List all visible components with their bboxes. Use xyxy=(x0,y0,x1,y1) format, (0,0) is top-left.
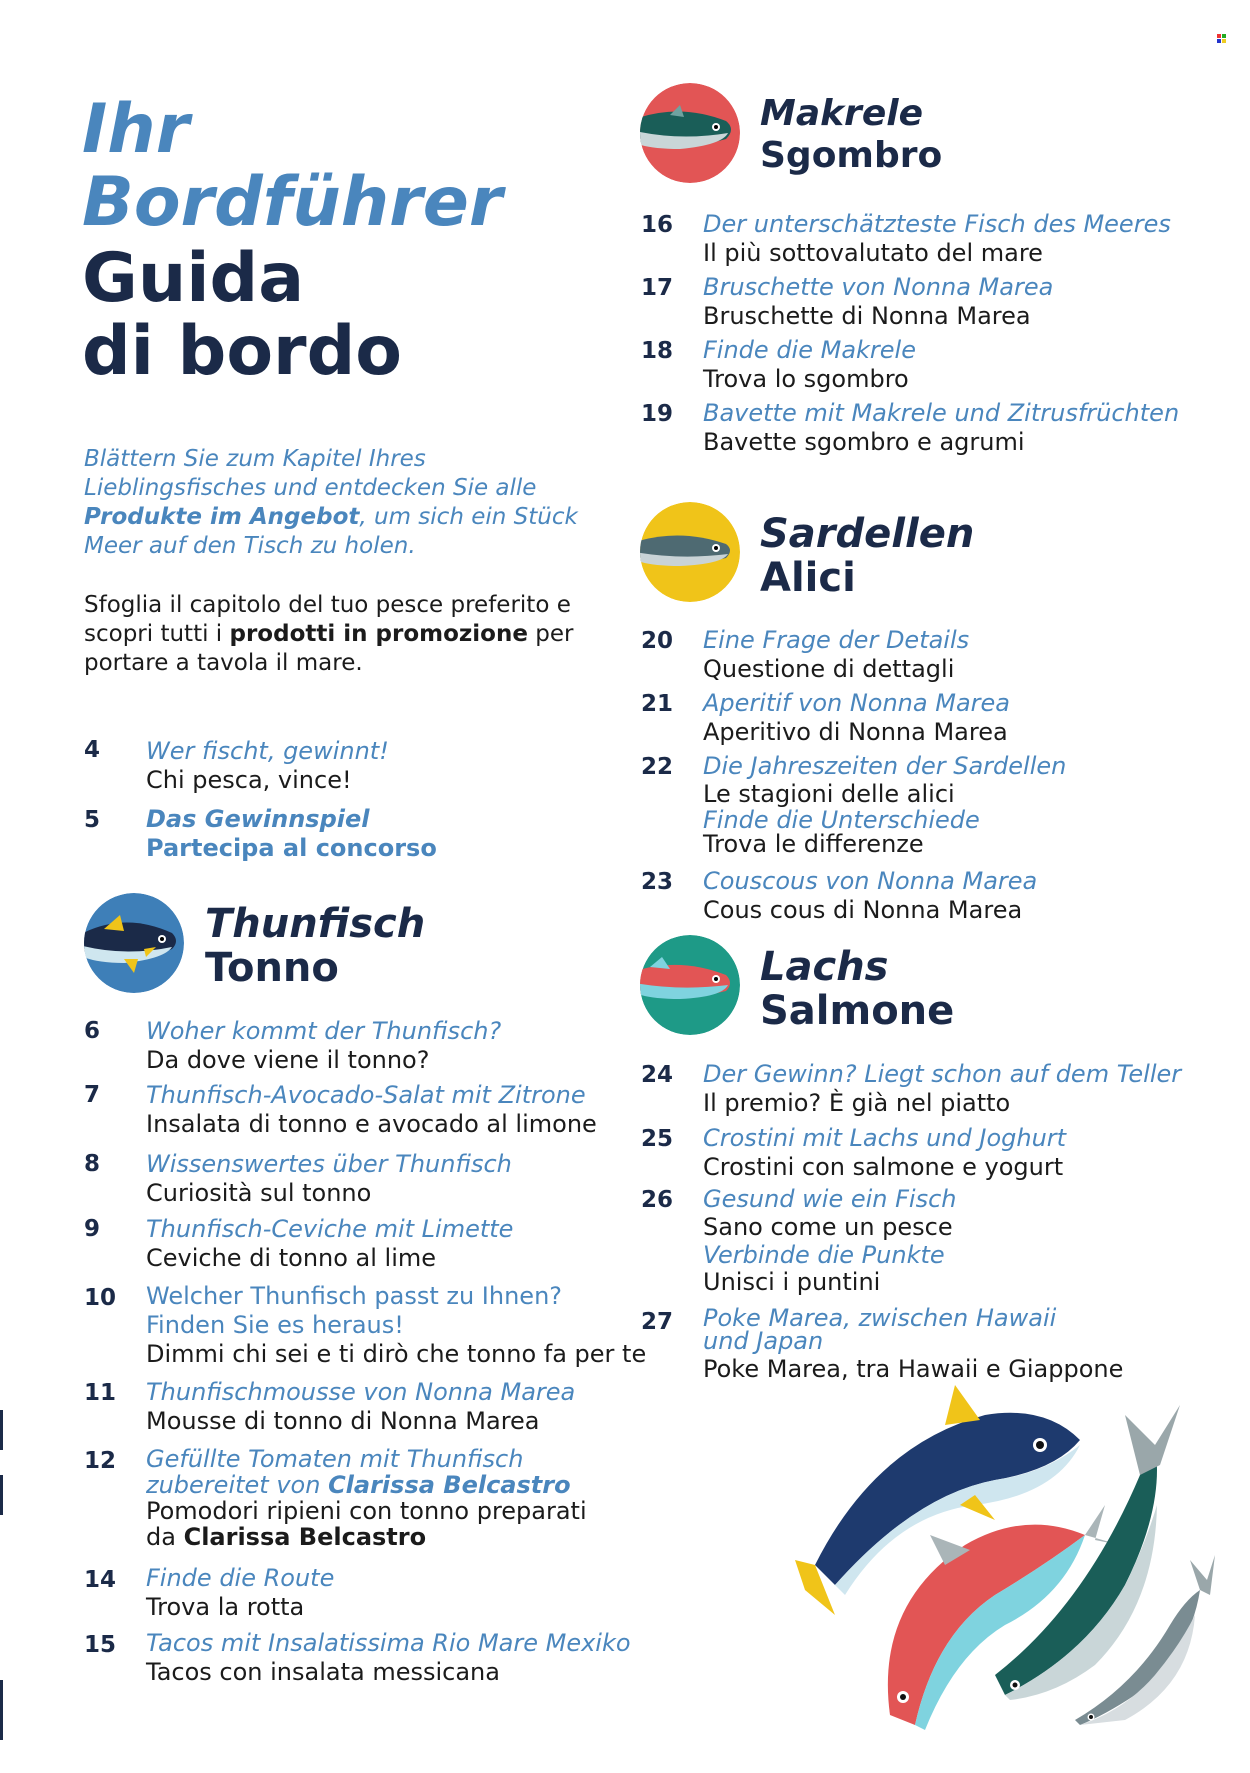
entry-de: Bruschette von Nonna Marea xyxy=(703,273,1054,301)
toc-entry-contest[interactable] xyxy=(146,805,437,863)
entry-it: Il premio? È già nel piatto xyxy=(703,1089,1011,1117)
entry-de-author: Clarissa Belcastro xyxy=(328,1471,571,1499)
toc-entry[interactable] xyxy=(703,867,1037,925)
entry-de: Thunfisch-Avocado-Salat mit Zitrone xyxy=(146,1081,586,1109)
title-it-line2: di bordo xyxy=(82,312,402,391)
entry-number: 25 xyxy=(641,1126,674,1152)
toc-entry[interactable] xyxy=(703,1060,1181,1118)
intro-de-part2: , um sich ein Stück Meer auf den Tisch zu holen. xyxy=(84,504,578,559)
entry-de: Eine Frage der Details xyxy=(703,626,970,654)
entry-it-line2: Trova le differenze xyxy=(703,830,924,858)
toc-entry[interactable] xyxy=(703,210,1171,268)
entry-it: Ceviche di tonno al lime xyxy=(146,1244,437,1272)
page-title xyxy=(82,90,503,391)
entry-number: 4 xyxy=(84,737,101,763)
entry-it-author: Clarissa Belcastro xyxy=(183,1523,427,1551)
entry-it-line2: da xyxy=(146,1523,184,1551)
anchovy-badge xyxy=(640,502,740,602)
intro-it-part1: Sfoglia il capitolo del tuo pesce preferito e scopri tutti i xyxy=(84,592,571,647)
toc-entry[interactable] xyxy=(146,1150,512,1208)
intro-it-bold: prodotti in promozione xyxy=(229,621,528,647)
title-it-line1: Guida xyxy=(82,239,305,318)
toc-entry[interactable] xyxy=(703,626,969,684)
entry-de: Finde die Route xyxy=(146,1564,335,1592)
entry-de: Crostini mit Lachs und Joghurt xyxy=(703,1124,1067,1152)
intro-de-bold: Produkte im Angebot xyxy=(84,504,360,530)
entry-number: 11 xyxy=(84,1380,117,1406)
toc-entry[interactable] xyxy=(146,1378,575,1436)
entry-de: Gesund wie ein Fisch xyxy=(703,1185,957,1213)
entry-de: Welcher Thunfisch passt zu Ihnen? xyxy=(146,1282,563,1310)
entry-number: 9 xyxy=(84,1216,101,1242)
entry-number: 8 xyxy=(84,1151,101,1177)
entry-it-line2: Unisci i puntini xyxy=(703,1268,881,1296)
entry-number: 20 xyxy=(641,628,674,654)
salmon-badge xyxy=(640,935,740,1035)
toc-entry[interactable] xyxy=(146,1564,334,1622)
anchovy-fish-icon xyxy=(640,502,740,602)
entry-de: Finde die Makrele xyxy=(703,336,916,364)
section-title-de: Thunfisch xyxy=(205,901,426,947)
entry-it: Dimmi chi sei e ti dirò che tonno fa per te xyxy=(146,1340,647,1368)
toc-entry[interactable] xyxy=(146,737,389,795)
toc-entry[interactable] xyxy=(146,1446,587,1550)
entry-de: Wer fischt, gewinnt! xyxy=(146,737,389,765)
entry-it: Curiosità sul tonno xyxy=(146,1179,372,1207)
entry-it: Bavette sgombro e agrumi xyxy=(703,428,1025,456)
entry-de: Wissenswertes über Thunfisch xyxy=(146,1150,512,1178)
section-title-de: Lachs xyxy=(760,944,889,990)
section-title-it: Salmone xyxy=(760,988,955,1034)
toc-entry[interactable] xyxy=(146,1629,631,1687)
entry-de: Tacos mit Insalatissima Rio Mare Mexiko xyxy=(146,1629,631,1657)
corner-color-mark-icon xyxy=(1217,34,1226,43)
entry-de-line2: Finde die Unterschiede xyxy=(703,806,980,834)
entry-de: Thunfischmousse von Nonna Marea xyxy=(146,1378,576,1406)
entry-it: Partecipa al concorso xyxy=(146,834,437,862)
entry-number: 16 xyxy=(641,212,674,238)
section-title-de: Sardellen xyxy=(760,511,975,557)
mackerel-section-title xyxy=(760,93,942,177)
toc-entry[interactable] xyxy=(146,1215,513,1273)
toc-entry[interactable] xyxy=(703,752,1066,856)
toc-entry[interactable] xyxy=(146,1081,597,1139)
entry-it: Il più sottovalutato del mare xyxy=(703,239,1043,267)
entry-it: Trova la rotta xyxy=(146,1593,305,1621)
tuna-section-title xyxy=(205,902,425,990)
entry-de: Der unterschätzteste Fisch des Meeres xyxy=(703,210,1171,238)
entry-number: 6 xyxy=(84,1018,101,1044)
entry-number: 22 xyxy=(641,754,674,780)
intro-de-text xyxy=(84,445,584,561)
left-edge-mark xyxy=(0,1475,3,1515)
anchovy-section-title xyxy=(760,512,974,600)
entry-it: Pomodori ripieni con tonno preparati xyxy=(146,1497,587,1525)
entry-number: 17 xyxy=(641,275,674,301)
fish-group-illustration xyxy=(795,1385,1215,1735)
entry-de-line2: Finden Sie es heraus! xyxy=(146,1311,404,1339)
section-title-it: Sgombro xyxy=(760,135,943,176)
entry-de-line2: Verbinde die Punkte xyxy=(703,1241,945,1269)
entry-number: 18 xyxy=(641,338,674,364)
entry-number: 5 xyxy=(84,807,101,833)
intro-de-part1: Blättern Sie zum Kapitel Ihres Lieblingsfisches und entdecken Sie alle xyxy=(84,446,537,501)
entry-number: 27 xyxy=(641,1309,674,1335)
entry-de: Der Gewinn? Liegt schon auf dem Teller xyxy=(703,1060,1182,1088)
entry-it: Aperitivo di Nonna Marea xyxy=(703,718,1008,746)
section-title-it: Alici xyxy=(760,555,856,601)
toc-entry[interactable] xyxy=(703,689,1010,747)
entry-number: 7 xyxy=(84,1082,101,1108)
tuna-badge xyxy=(84,893,184,993)
toc-entry[interactable] xyxy=(703,1124,1066,1182)
entry-it: Trova lo sgombro xyxy=(703,365,909,393)
entry-number: 24 xyxy=(641,1062,674,1088)
entry-number: 23 xyxy=(641,869,674,895)
toc-entry[interactable] xyxy=(146,1282,646,1369)
entry-de: Das Gewinnspiel xyxy=(146,805,370,833)
entry-it: Chi pesca, vince! xyxy=(146,766,352,794)
intro-it-part2: per portare a tavola il mare. xyxy=(84,621,574,676)
left-edge-mark xyxy=(0,1680,3,1740)
entry-it: Bruschette di Nonna Marea xyxy=(703,302,1031,330)
entry-de: Couscous von Nonna Marea xyxy=(703,867,1038,895)
tuna-fish-icon xyxy=(84,893,184,993)
entry-de: Woher kommt der Thunfisch? xyxy=(146,1017,502,1045)
entry-number: 10 xyxy=(84,1285,117,1311)
entry-it: Cous cous di Nonna Marea xyxy=(703,896,1023,924)
entry-de: Bavette mit Makrele und Zitrusfrüchten xyxy=(703,399,1180,427)
entry-de: Thunfisch-Ceviche mit Limette xyxy=(146,1215,514,1243)
salmon-fish-icon xyxy=(640,935,740,1035)
entry-number: 19 xyxy=(641,401,674,427)
entry-de: Die Jahreszeiten der Sardellen xyxy=(703,752,1067,780)
entry-it: Crostini con salmone e yogurt xyxy=(703,1153,1064,1181)
toc-entry[interactable] xyxy=(703,336,916,394)
entry-number: 15 xyxy=(84,1632,117,1658)
salmon-section-title xyxy=(760,945,954,1033)
entry-de: Poke Marea, zwischen Hawaii xyxy=(703,1304,1057,1332)
section-title-it: Tonno xyxy=(205,945,339,991)
entry-it: Sano come un pesce xyxy=(703,1213,953,1241)
left-edge-mark xyxy=(0,1410,3,1450)
mackerel-badge xyxy=(640,83,740,183)
toc-entry[interactable] xyxy=(703,1185,957,1295)
title-de-line1: Ihr xyxy=(82,90,190,169)
toc-entry[interactable] xyxy=(703,1304,1124,1385)
entry-de: Aperitif von Nonna Marea xyxy=(703,689,1010,717)
entry-de: Gefüllte Tomaten mit Thunfisch xyxy=(146,1445,524,1473)
section-title-de: Makrele xyxy=(760,93,923,134)
entry-it: Questione di dettagli xyxy=(703,655,955,683)
entry-it: Da dove viene il tonno? xyxy=(146,1046,430,1074)
toc-entry[interactable] xyxy=(703,399,1179,457)
entry-number: 14 xyxy=(84,1567,117,1593)
toc-entry[interactable] xyxy=(146,1017,501,1075)
entry-it: Tacos con insalata messicana xyxy=(146,1658,500,1686)
entry-number: 21 xyxy=(641,691,674,717)
entry-it: Le stagioni delle alici xyxy=(703,780,955,808)
title-de-line2: Bordführer xyxy=(82,163,503,242)
mackerel-fish-icon xyxy=(640,83,740,183)
entry-it: Insalata di tonno e avocado al limone xyxy=(146,1110,597,1138)
toc-entry[interactable] xyxy=(703,273,1053,331)
entry-number: 12 xyxy=(84,1448,117,1474)
entry-it: Mousse di tonno di Nonna Marea xyxy=(146,1407,540,1435)
entry-de-line2: zubereitet von xyxy=(146,1471,329,1499)
entry-number: 26 xyxy=(641,1187,674,1213)
intro-it-text xyxy=(84,591,604,678)
entry-it: Poke Marea, tra Hawaii e Giappone xyxy=(703,1355,1124,1383)
entry-de-line2: und Japan xyxy=(703,1327,824,1355)
